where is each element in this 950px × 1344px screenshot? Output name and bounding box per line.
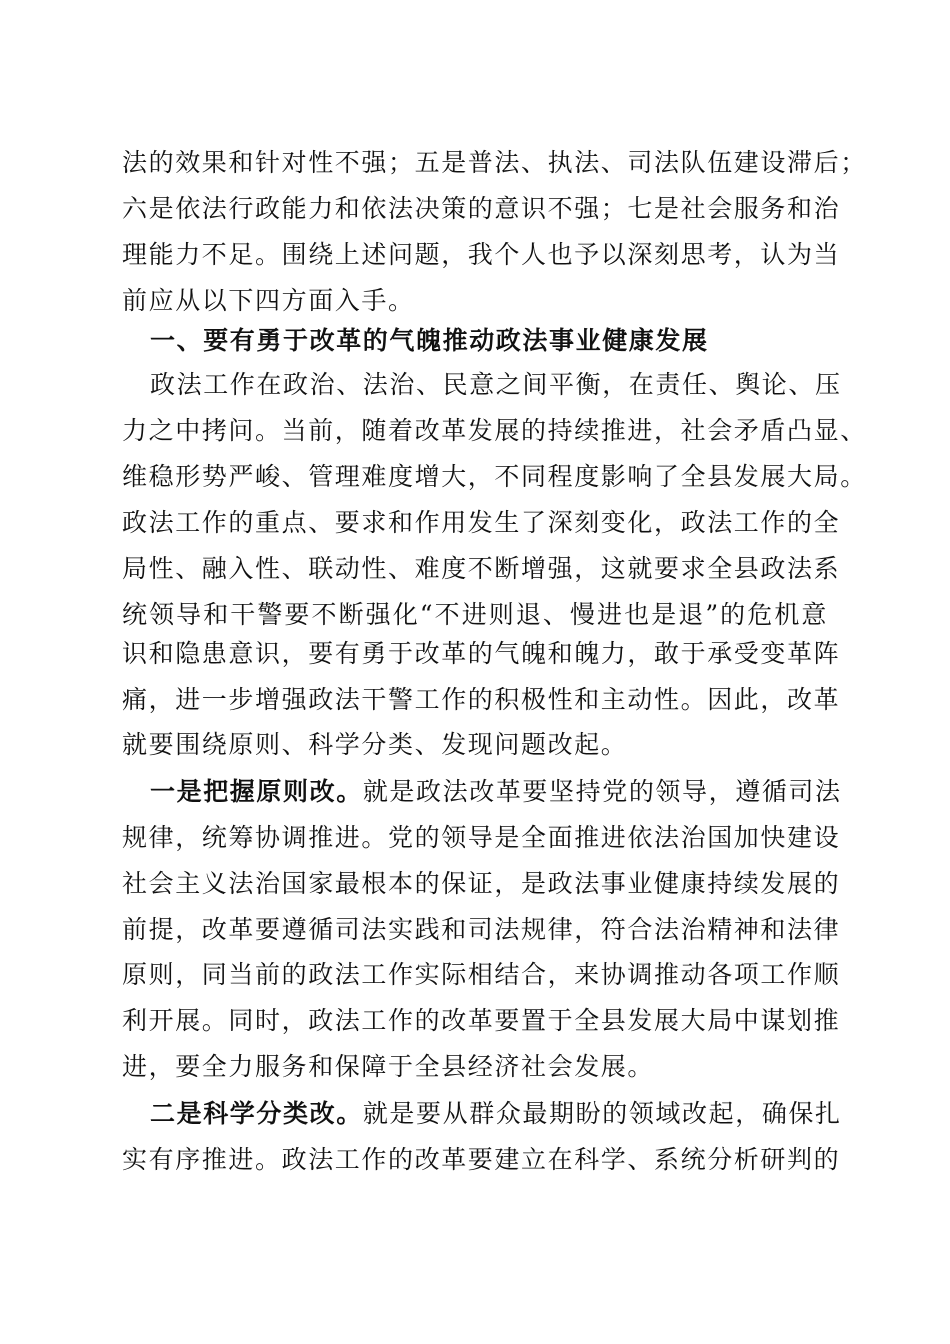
point-two-text: 就是要从群众最期盼的领域改起，确保扎 bbox=[362, 1099, 842, 1128]
paragraph-line: 统领导和干警要不断强化“不进则退、慢进也是退”的危机意 bbox=[122, 600, 828, 629]
paragraph-line: 维稳形势严峻、管理难度增大，不同程度影响了全县发展大局。 bbox=[122, 462, 867, 491]
paragraph-line: 社会主义法治国家最根本的保证，是政法事业健康持续发展的 bbox=[122, 869, 841, 898]
section-heading: 一、要有勇于改革的气魄推动政法事业健康发展 bbox=[150, 326, 709, 355]
paragraph-line: 实有序推进。政法工作的改革要建立在科学、系统分析研判的 bbox=[122, 1145, 841, 1174]
paragraph-line: 就要围绕原则、科学分类、发现问题改起。 bbox=[122, 730, 628, 759]
paragraph-line: 六是依法行政能力和依法决策的意识不强；七是社会服务和治 bbox=[122, 194, 841, 223]
paragraph-line: 规律，统筹协调推进。党的领导是全面推进依法治国加快建设 bbox=[122, 823, 841, 852]
point-two-lead: 二是科学分类改。 bbox=[150, 1099, 363, 1128]
paragraph-line: 痛，进一步增强政法干警工作的积极性和主动性。因此，改革 bbox=[122, 685, 841, 714]
paragraph-line: 力之中拷问。当前，随着改革发展的持续推进，社会矛盾凸显、 bbox=[122, 416, 867, 445]
point-one-lead: 一是把握原则改。 bbox=[150, 777, 363, 806]
paragraph-line: 原则，同当前的政法工作实际相结合，来协调推动各项工作顺 bbox=[122, 960, 841, 989]
paragraph-line: 识和隐患意识，要有勇于改革的气魄和魄力，敢于承受变革阵 bbox=[122, 639, 841, 668]
point-two-first-line bbox=[150, 1091, 842, 1137]
point-one-first-line bbox=[150, 769, 842, 815]
paragraph-line: 局性、融入性、联动性、难度不断增强，这就要求全县政法系 bbox=[122, 554, 841, 583]
paragraph-line: 政法工作的重点、要求和作用发生了深刻变化，政法工作的全 bbox=[122, 508, 841, 537]
paragraph-line: 利开展。同时，政法工作的改革要置于全县发展大局中谋划推 bbox=[122, 1006, 841, 1035]
paragraph-line: 法的效果和针对性不强；五是普法、执法、司法队伍建设滞后； bbox=[122, 148, 867, 177]
point-one-text: 就是政法改革要坚持党的领导，遵循司法 bbox=[362, 777, 842, 806]
paragraph-line: 政法工作在政治、法治、民意之间平衡，在责任、舆论、压 bbox=[150, 370, 842, 399]
paragraph-line: 进，要全力服务和保障于全县经济社会发展。 bbox=[122, 1052, 655, 1081]
paragraph-line: 理能力不足。围绕上述问题，我个人也予以深刻思考，认为当 bbox=[122, 240, 841, 269]
paragraph-line: 前应从以下四方面入手。 bbox=[122, 286, 415, 315]
paragraph-line: 前提，改革要遵循司法实践和司法规律，符合法治精神和法律 bbox=[122, 915, 841, 944]
